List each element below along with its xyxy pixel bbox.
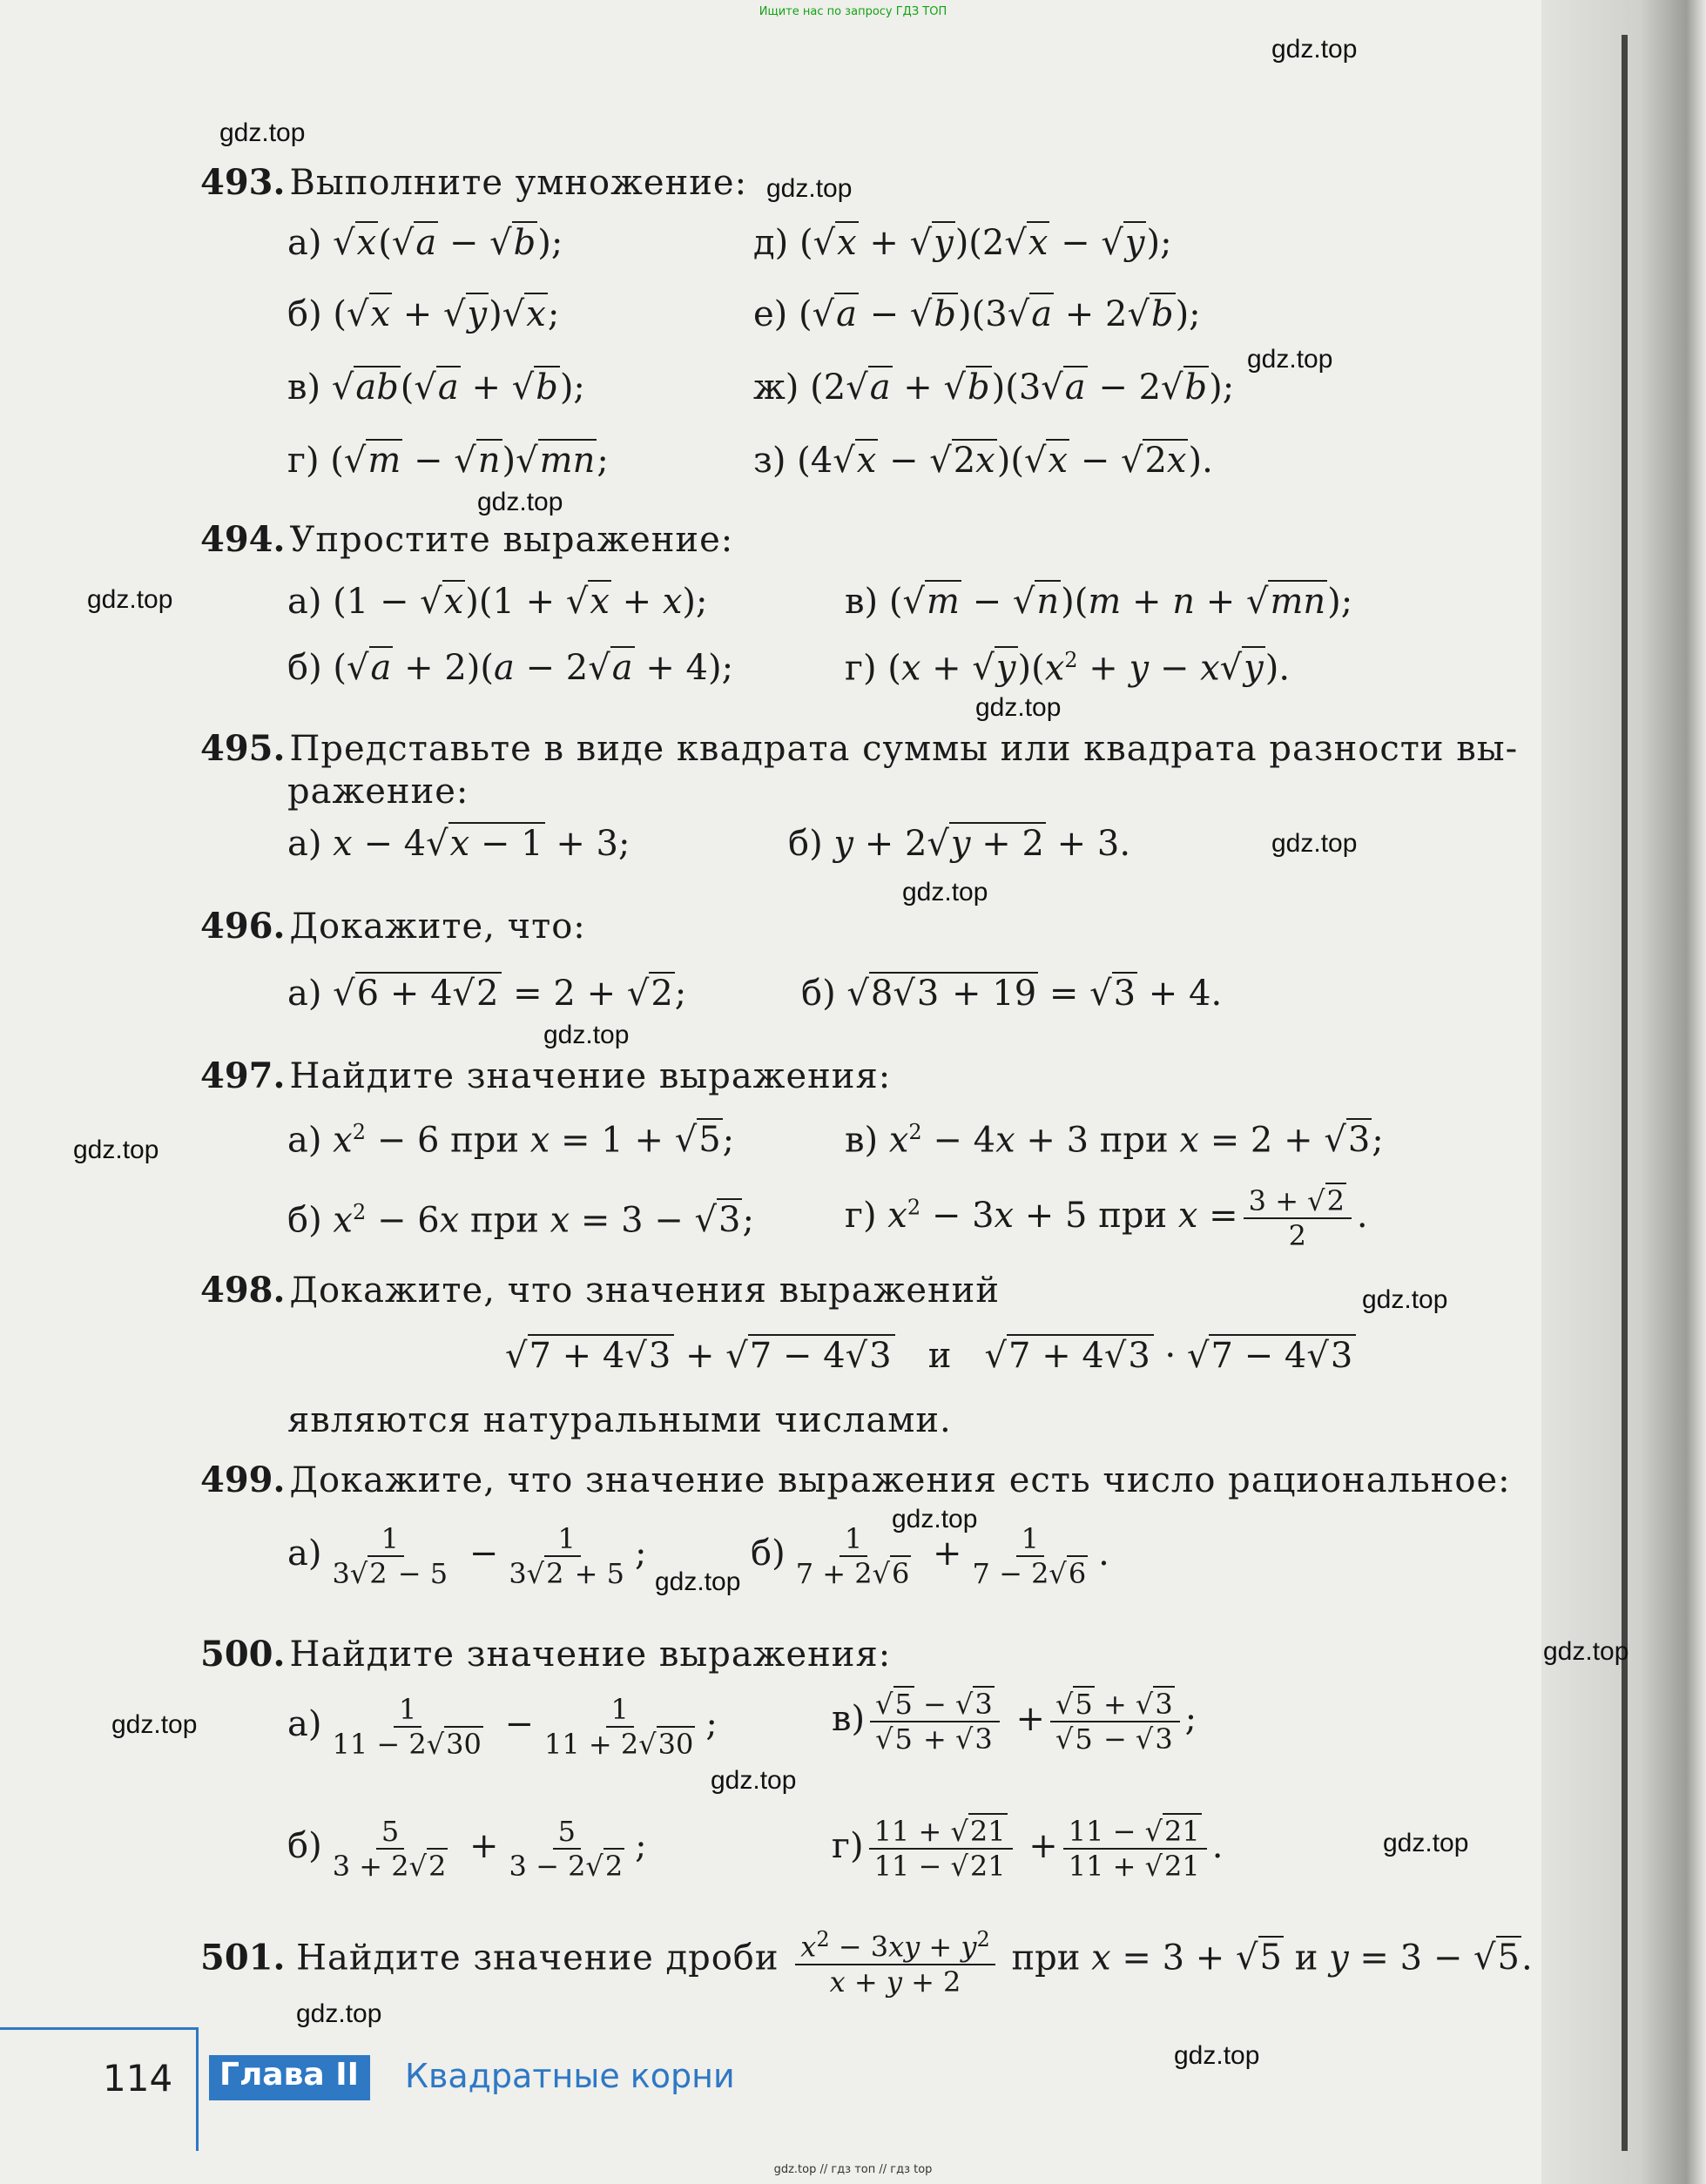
problem-496-heading: 496. Докажите, что: — [200, 906, 586, 947]
watermark: gdz.top — [296, 1999, 382, 2028]
p496-a: а) √6 + 4√2 = 2 + √2; — [287, 974, 687, 1014]
watermark: gdz.top — [1247, 345, 1333, 374]
page-number: 114 — [103, 2057, 173, 2100]
p496-b: б) √8√3 + 19 = √3 + 4. — [801, 974, 1223, 1014]
watermark: gdz.top — [902, 878, 988, 907]
p499-a: а) $\frac{1}{3√2 - 5}$ − $\frac{1}{3√2 + 5}$ ; — [287, 1522, 647, 1590]
watermark: gdz.top — [766, 174, 853, 203]
problem-499-heading: 499. Докажите, что значение выражения есть число рациональное: — [200, 1459, 1511, 1500]
watermark: gdz.top — [111, 1710, 198, 1739]
p500-b: б) $\frac{5}{3 + 2√2}$ + $\frac{5}{3 - 2√2}$ ; — [287, 1815, 647, 1883]
p500-a: а) $\frac{1}{11 - 2√30}$ − $\frac{1}{11 + 2√30}$ ; — [287, 1693, 718, 1761]
p493-v: в) √ab(√a + √b); — [287, 367, 585, 408]
problem-500-heading: 500. Найдите значение выражения: — [200, 1634, 892, 1675]
watermark: gdz.top — [975, 693, 1062, 722]
watermark: gdz.top — [892, 1505, 978, 1534]
watermark: gdz.top — [219, 118, 306, 147]
p493-b: б) (√x + √y)√x; — [287, 294, 560, 334]
problem-495-heading-cont: ражение: — [287, 772, 469, 812]
watermark: gdz.top — [87, 585, 173, 614]
p494-b: б) (√a + 2)(a − 2√a + 4); — [287, 648, 734, 688]
p493-e: е) (√a − √b)(3√a + 2√b); — [753, 294, 1201, 334]
p497-g: г) $x^2 - 3x + 5$ при x = $\frac{3 + √2}{2}$ . — [845, 1184, 1368, 1252]
footer-rule-horizontal — [0, 2027, 199, 2030]
watermark: gdz.top — [1383, 1829, 1469, 1857]
watermark: gdz.top — [711, 1766, 797, 1795]
p498-expressions: √7 + 4√3 + √7 − 4√3 и √7 + 4√3 · √7 − 4√3 — [505, 1336, 1356, 1376]
book-spine-line — [1622, 35, 1628, 2151]
p494-g: г) $(x + √y)(x^2 + y - x√y)$. — [845, 648, 1291, 689]
watermark: gdz.top — [1543, 1637, 1629, 1666]
p497-v: в) $x^2 - 4x + 3$ при x = 2 + √3; — [845, 1120, 1384, 1161]
footer-rule-vertical — [196, 2029, 199, 2151]
p494-a: а) (1 − √x)(1 + √x + x); — [287, 582, 708, 622]
chapter-title: Квадратные корни — [405, 2057, 735, 2095]
watermark: gdz.top — [1174, 2041, 1260, 2070]
problem-501: 501. Найдите значение дроби $\frac{x^2 - 3xy + y^2}{x + y + 2}$ при x = 3 + √5 и y = 3 − √5. — [200, 1923, 1533, 1999]
watermark: gdz.top — [73, 1136, 159, 1164]
p495-b: б) y + 2√y + 2 + 3. — [788, 824, 1131, 864]
problem-497-heading: 497. Найдите значение выражения: — [200, 1055, 892, 1096]
watermark: gdz.top — [477, 488, 563, 516]
watermark: gdz.top — [1271, 829, 1358, 858]
p493-g: г) (√m − √n)√mn; — [287, 441, 609, 481]
p493-zh: ж) (2√a + √b)(3√a − 2√b); — [753, 367, 1235, 408]
watermark: gdz.top — [1362, 1285, 1448, 1314]
problem-495-heading: 495. Представьте в виде квадрата суммы или квадрата разности вы- — [200, 728, 1519, 769]
problem-498-heading: 498. Докажите, что значения выражений — [200, 1270, 1000, 1311]
p497-a: а) $x^2 - 6$ при x = 1 + √5; — [287, 1120, 735, 1161]
p497-b: б) $x^2 - 6x$ при x = 3 − √3; — [287, 1200, 754, 1241]
problem-498-tail: являются натуральными числами. — [287, 1400, 952, 1440]
problem-494-heading: 494. Упростите выражение: — [200, 519, 734, 560]
top-banner[interactable]: Ищите нас по запросу ГДЗ ТОП — [759, 5, 947, 18]
bottom-banner[interactable]: gdz.top // гдз топ // гдз top — [773, 2163, 933, 2176]
watermark: gdz.top — [655, 1567, 741, 1596]
problem-493-heading: 493. Выполните умножение: — [200, 162, 748, 203]
p493-z: з) (4√x − √2x)(√x − √2x). — [753, 441, 1213, 481]
watermark: gdz.top — [1271, 35, 1358, 64]
p494-v: в) (√m − √n)(m + n + √mn); — [845, 582, 1353, 622]
p493-a: а) √x(√a − √b); — [287, 223, 563, 263]
p493-d: д) (√x + √y)(2√x − √y); — [753, 223, 1172, 263]
p495-a: а) x − 4√x − 1 + 3; — [287, 824, 630, 864]
p499-b: б) $\frac{1}{7 + 2√6}$ + $\frac{1}{7 - 2√6}$ . — [751, 1522, 1109, 1590]
chapter-label: Глава II — [219, 2057, 359, 2093]
p500-g: г) $\frac{11 + √21}{11 - √21}$ + $\frac{11 - √21}{11 + √21}$ . — [832, 1815, 1224, 1883]
p500-v: в) $\frac{√5 - √3}{√5 + √3}$ + $\frac{√5 + √3}{√5 - √3}$ ; — [832, 1688, 1197, 1756]
watermark: gdz.top — [543, 1021, 630, 1049]
